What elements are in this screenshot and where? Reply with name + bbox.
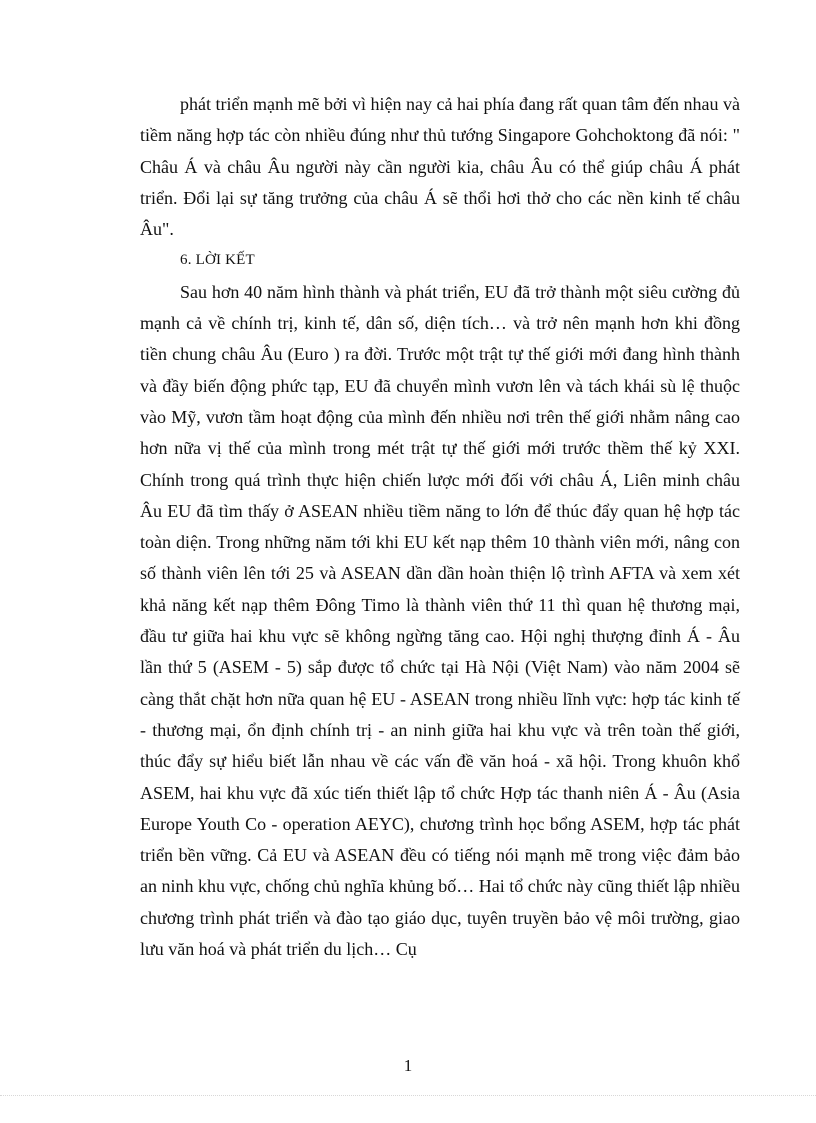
- paragraph-main: Sau hơn 40 năm hình thành và phát triển, EU đã trở thành một siêu cường đủ mạnh cả về chính trị, kinh tế, dân số, diện tích… và trở nên mạnh hơn khi đồng tiền chung châu Âu (Euro ) ra đời. Trước một trật tự thế giới mới đang hình thành và đầy biến động phức tạp, EU đã chuyển mình vươn lên và tách khái sù lệ thuộc vào Mỹ, vươn tầm hoạt động của mình đến nhiều nơi trên thế giới nhằm nâng cao hơn nữa vị thế của mình trong mét trật tự thế giới mới trước thềm thế kỷ XXI. Chính trong quá trình thực hiện chiến lược mới đối với châu Á, Liên minh châu Âu EU đã tìm thấy ở ASEAN nhiều tiềm năng to lớn để thúc đẩy quan hệ hợp tác toàn diện. Trong những năm tới khi EU kết nạp thêm 10 thành viên mới, nâng con số thành viên lên tới 25 và ASEAN dần dần hoàn thiện lộ trình AFTA và xem xét khả năng kết nạp thêm Đông Timo là thành viên thứ 11 thì quan hệ thương mại, đầu tư giữa hai khu vực sẽ không ngừng tăng cao. Hội nghị thượng đỉnh Á - Âu lần thứ 5 (ASEM - 5) sắp được tổ chức tại Hà Nội (Việt Nam) vào năm 2004 sẽ càng thắt chặt hơn nữa quan hệ EU - ASEAN trong nhiều lĩnh vực: hợp tác kinh tế - thương mại, ổn định chính trị - an ninh giữa hai khu vực và trên toàn thế giới, thúc đẩy sự hiểu biết lẫn nhau về các vấn đề văn hoá - xã hội. Trong khuôn khổ ASEM, hai khu vực đã xúc tiến thiết lập tổ chức Hợp tác thanh niên Á - Âu (Asia Europe Youth Co - operation AEYC), chương trình học bổng ASEM, hợp tác phát triển bền vững. Cả EU và ASEAN đều có tiếng nói mạnh mẽ trong việc đảm bảo an ninh khu vực, chống chủ nghĩa khủng bố… Hai tổ chức này cũng thiết lập nhiều chương trình phát triển và đào tạo giáo dục, tuyên truyền bảo vệ môi trường, giao lưu văn hoá và phát triển du lịch… Cụ: [140, 281, 740, 960]
- paragraph-continued: phát triển mạnh mẽ bởi vì hiện nay cả hai phía đang rất quan tâm đến nhau và tiềm năng hợp tác còn nhiều đúng như thủ tướng Singapore Gohchoktong đã nói: " Châu Á và châu Âu người này cần người kia, châu Âu có thể giúp châu Á phát triển. Đổi lại sự tăng trưởng của châu Á sẽ thổi hơi thở cho các nền kinh tế châu Âu".: [140, 94, 740, 240]
- page-number: 1: [403, 1056, 413, 1075]
- document-body: [140, 89, 740, 965]
- section-heading: 6. LỜI KẾT: [180, 252, 255, 269]
- page-bottom-divider: [0, 1095, 816, 1096]
